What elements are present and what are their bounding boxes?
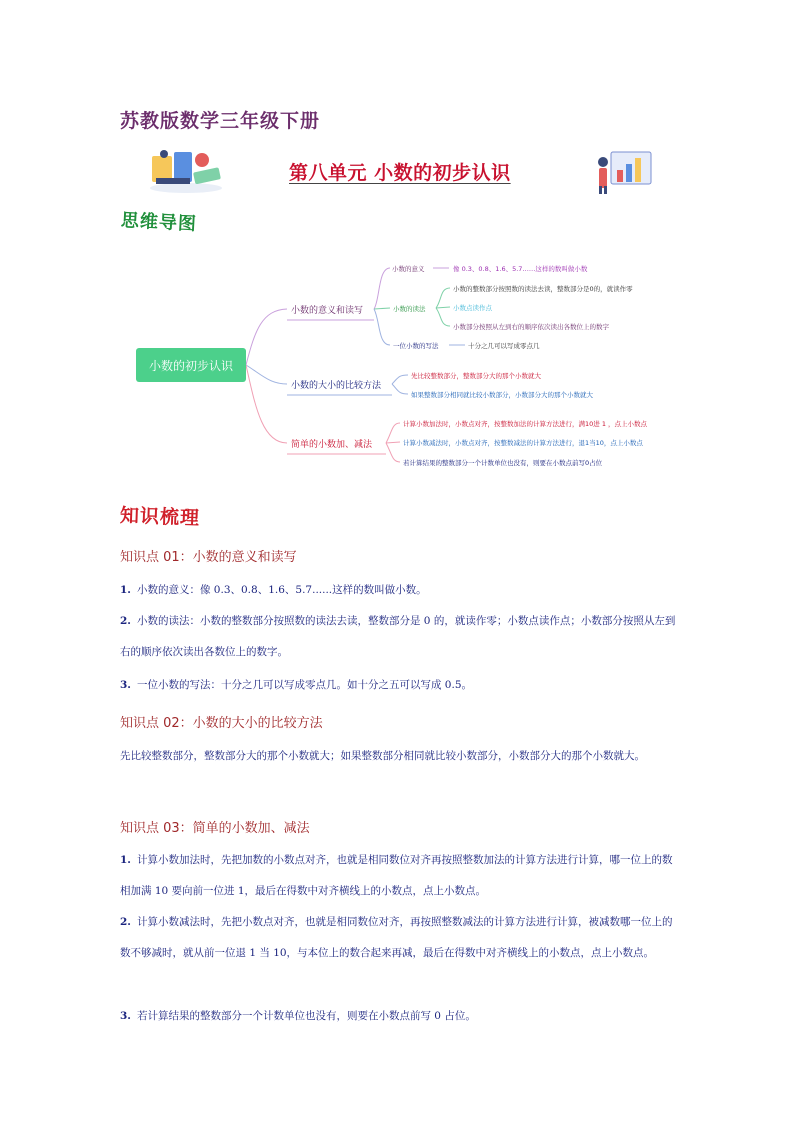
item-number: 2. (120, 916, 131, 928)
item-number: 3. (120, 679, 131, 691)
unit-title: 第八单元 小数的初步认识 (289, 162, 511, 184)
section-title-03: 知识点 03：简单的小数加、减法 (120, 821, 310, 836)
section-item (120, 575, 680, 606)
section-title-02: 知识点 02：小数的大小的比较方法 (120, 716, 323, 731)
mindmap-leaf: 像 0.3、0.8、1.6、5.7……这样的数叫做小数 (453, 265, 588, 273)
item-text: 计算小数减法时，先把小数点对齐，也就是相同数位对齐，再按照整数减法的计算方法进行计算，被减数哪一位上的数不够减时，就从前一位退 1 当 10，与本位上的数合起来再减，最后在得数中对齐横线上的小数点，点上小数点。 (120, 916, 673, 959)
mindmap-heading: 思维导图 (120, 210, 198, 235)
section-item (120, 845, 680, 907)
item-text: 先比较整数部分，整数部分大的那个小数就大；如果整数部分相同就比较小数部分，小数部分大的那个小数就大。 (120, 750, 645, 762)
knowledge-heading: 知识梳理 (119, 504, 201, 530)
mindmap-leaf: 计算小数减法时，小数点对齐，按整数减法的计算方法进行，退1当10，点上小数点 (403, 439, 643, 447)
item-number: 1. (120, 584, 131, 596)
item-number: 3. (120, 1010, 131, 1022)
item-text: 小数的意义：像 0.3、0.8、1.6、5.7......这样的数叫做小数。 (136, 584, 427, 596)
item-number: 1. (120, 854, 131, 866)
mindmap-node-meaning: 小数的意义 (392, 265, 425, 273)
mindmap-leaf: 小数部分按照从左到右的顺序依次读出各数位上的数字 (453, 323, 609, 331)
section-item (120, 907, 680, 969)
section-item (120, 606, 680, 668)
item-number: 2. (120, 615, 131, 627)
mindmap-node-writing: 一位小数的写法 (393, 342, 439, 350)
mindmap-node-reading: 小数的读法 (393, 305, 426, 313)
mindmap-branch-meaning: 小数的意义和读写 (287, 301, 367, 318)
mindmap-leaf: 小数点读作点 (453, 304, 492, 312)
section-item (120, 670, 680, 701)
mindmap-leaf: 如果整数部分相同就比较小数部分，小数部分大的那个小数就大 (411, 391, 593, 399)
item-text: 若计算结果的整数部分一个计数单位也没有，则要在小数点前写 0 占位。 (136, 1010, 476, 1022)
document-title: 苏教版数学三年级下册 (120, 110, 321, 132)
item-text: 一位小数的写法：十分之几可以写成零点几。如十分之五可以写成 0.5。 (136, 679, 473, 691)
mindmap-leaf: 先比较整数部分，整数部分大的那个小数就大 (411, 372, 541, 380)
mindmap-leaf: 十分之几可以写成零点几 (468, 342, 540, 350)
mindmap-leaf: 小数的整数部分按照数的读法去读，整数部分是0的，就读作零 (453, 285, 633, 293)
mindmap-branch-add-subtract: 简单的小数加、减法 (287, 435, 376, 452)
item-text: 计算小数加法时，先把加数的小数点对齐，也就是相同数位对齐再按照整数加法的计算方法进行计算，哪一位上的数相加满 10 要向前一位进 1，最后在得数中对齐横线上的小数点，点上小数点。 (120, 854, 673, 897)
mindmap-branch-compare: 小数的大小的比较方法 (287, 376, 385, 393)
mindmap-leaf: 若计算结果的整数部分一个计数单位也没有，则要在小数点前写0占位 (403, 459, 603, 467)
mindmap-root-node: 小数的初步认识 (136, 348, 246, 382)
mindmap-leaf: 计算小数加法时，小数点对齐，按整数加法的计算方法进行，满10进 1 ，点上小数点 (403, 420, 648, 428)
item-text: 小数的读法：小数的整数部分按照数的读法去读，整数部分是 0 的，就读作零；小数点读作点；小数部分按照从左到右的顺序依次读出各数位上的数字。 (120, 615, 676, 658)
section-item (120, 1001, 680, 1032)
section-item (120, 741, 680, 772)
mindmap-connectors (0, 0, 794, 500)
section-title-01: 知识点 01：小数的意义和读写 (120, 550, 297, 565)
